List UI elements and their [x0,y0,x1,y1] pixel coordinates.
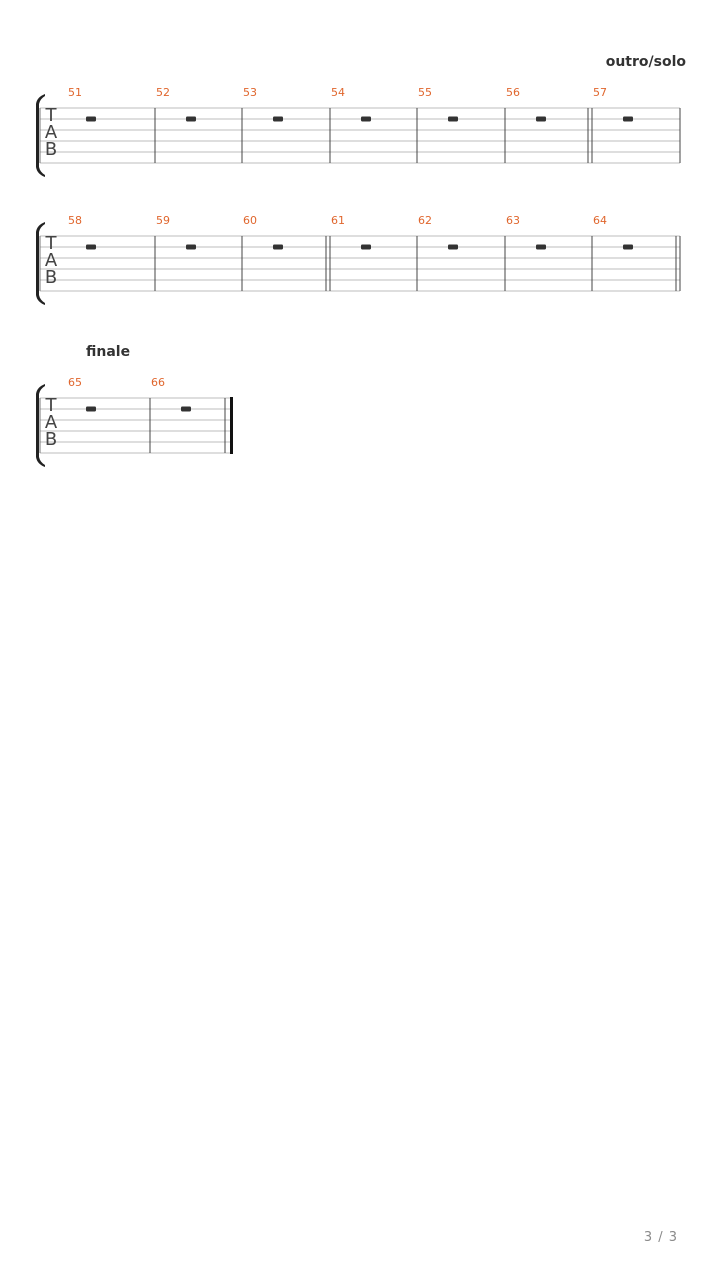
half-rest-icon [448,245,458,250]
half-rest-icon [186,117,196,122]
measure-number: 53 [243,86,257,99]
measure-number: 52 [156,86,170,99]
tab-clef-letter: B [44,139,58,160]
half-rest-icon [273,245,283,250]
page-number: 3 / 3 [643,1230,678,1245]
half-rest-icon [181,407,191,412]
measure-number: 58 [68,214,82,227]
half-rest-icon [86,407,96,412]
measure-number: 59 [156,214,170,227]
tab-clef-letter: T [45,395,57,416]
half-rest-icon [536,117,546,122]
measure-number: 64 [593,214,607,227]
measure-number: 54 [331,86,345,99]
tab-clef-letter: A [44,250,58,271]
tab-clef-letter: B [44,429,58,450]
measure-number: 57 [593,86,607,99]
half-rest-icon [623,245,633,250]
half-rest-icon [623,117,633,122]
measure-number: 55 [418,86,432,99]
tab-clef-letter: A [44,122,58,143]
tab-system-2 [0,213,720,313]
measure-number: 66 [151,376,165,389]
measure-number: 51 [68,86,82,99]
tab-clef-letter: A [44,412,58,433]
half-rest-icon [361,117,371,122]
half-rest-icon [536,245,546,250]
section-label-outro-solo: outro/solo [605,54,686,70]
half-rest-icon [448,117,458,122]
measure-number: 62 [418,214,432,227]
tab-system-3 [0,375,720,475]
half-rest-icon [86,117,96,122]
half-rest-icon [273,117,283,122]
tab-system-1 [0,85,720,185]
measure-number: 63 [506,214,520,227]
measure-number: 56 [506,86,520,99]
half-rest-icon [361,245,371,250]
measure-number: 65 [68,376,82,389]
tab-clef-letter: T [45,233,57,254]
half-rest-icon [86,245,96,250]
tab-clef-letter: T [45,105,57,126]
tab-clef-letter: B [44,267,58,288]
half-rest-icon [186,245,196,250]
measure-number: 60 [243,214,257,227]
section-label-finale: finale [86,344,131,360]
measure-number: 61 [331,214,345,227]
final-barline-thick [230,397,233,454]
